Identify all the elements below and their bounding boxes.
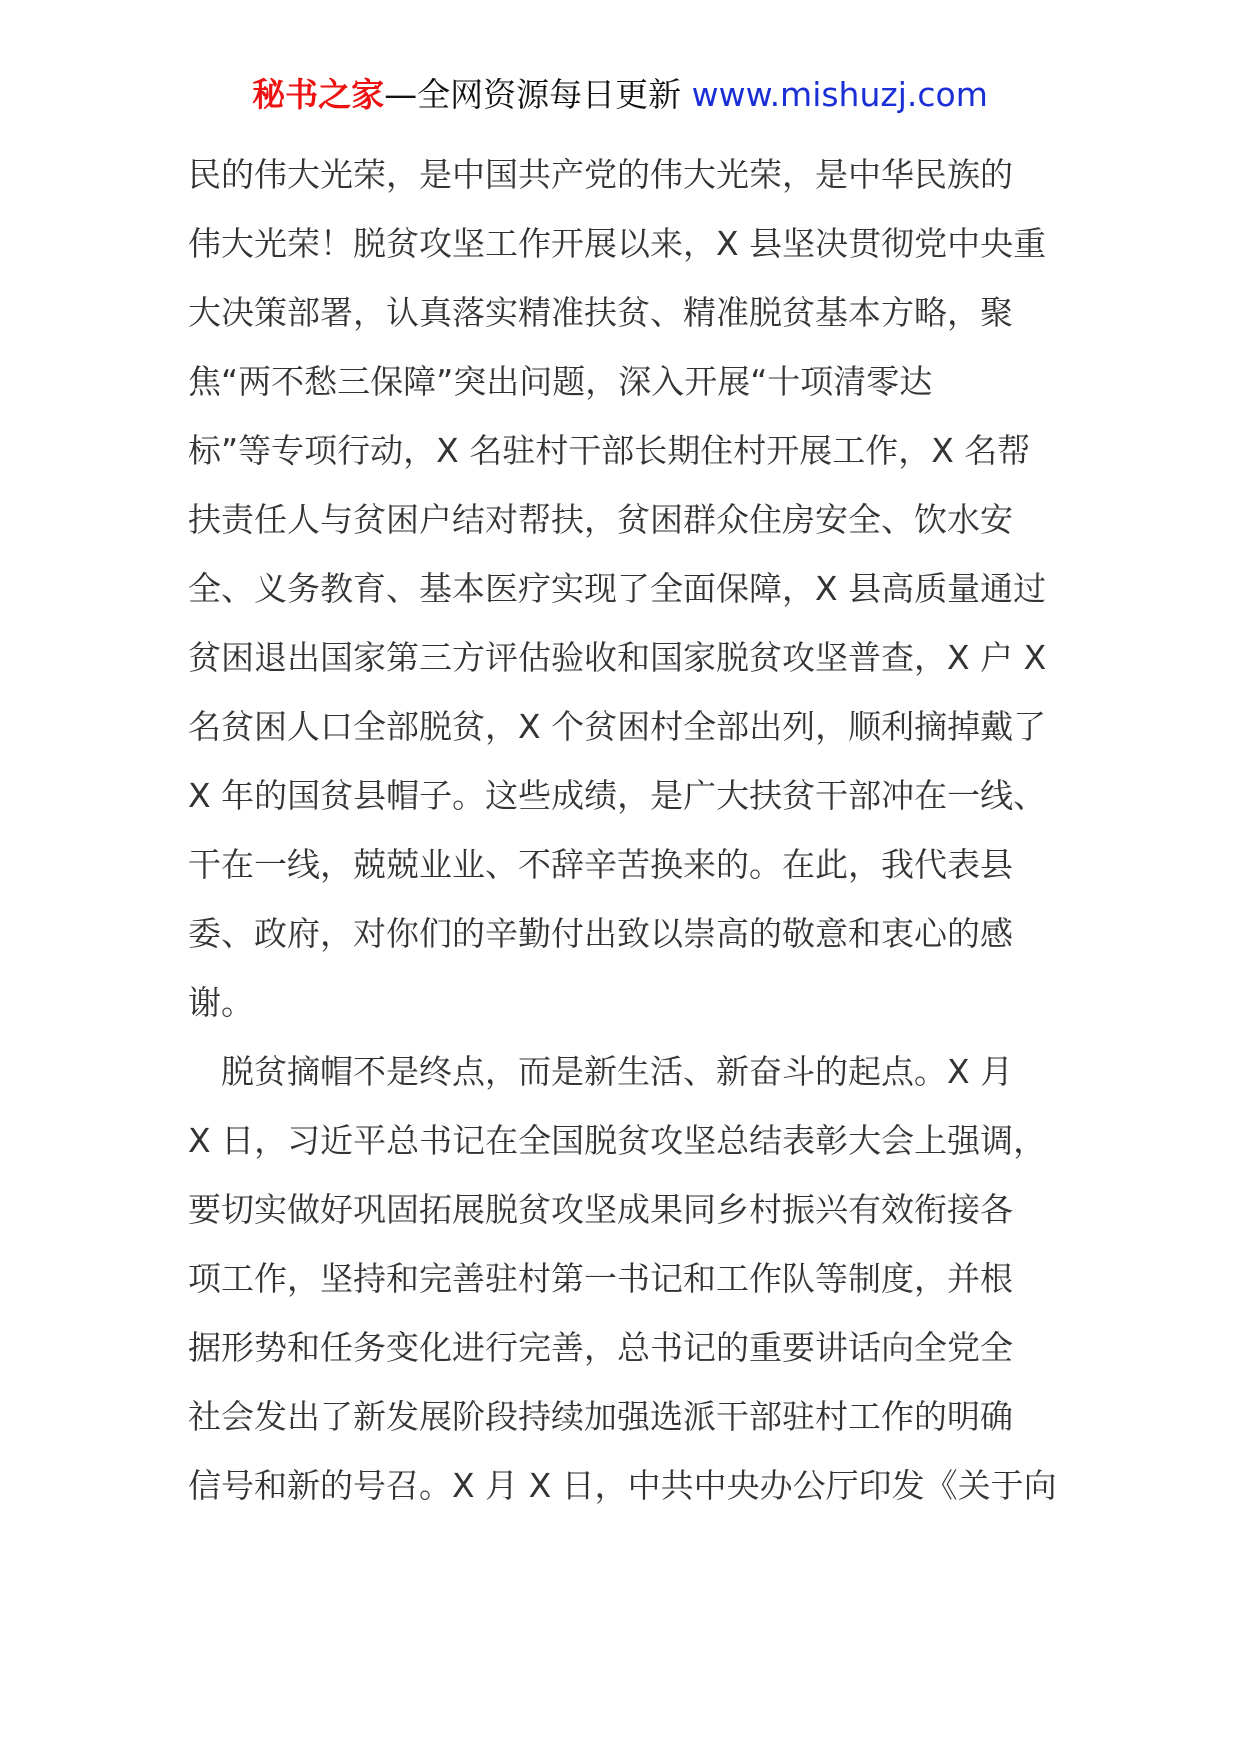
- text-line: 要切实做好巩固拓展脱贫攻坚成果同乡村振兴有效衔接各: [188, 1190, 1013, 1229]
- text-line: 大决策部署，认真落实精准扶贫、精准脱贫基本方略，聚: [188, 293, 1013, 332]
- text-line: 社会发出了新发展阶段持续加强选派干部驻村工作的明确: [188, 1397, 1013, 1436]
- text-line: 焦“两不愁三保障”突出问题，深入开展“十项清零达: [188, 362, 933, 401]
- paragraph-1: [188, 140, 1068, 1037]
- text-line: 全、义务教育、基本医疗实现了全面保障，X 县高质量通过: [188, 569, 1047, 608]
- text-line: 信号和新的号召。X 月 X 日，中共中央办公厅印发《关于向: [188, 1466, 1057, 1505]
- text-line: 民的伟大光荣，是中国共产党的伟大光荣，是中华民族的: [188, 155, 1013, 194]
- document-body: [188, 140, 1068, 1520]
- text-line: 委、政府，对你们的辛勤付出致以崇高的敬意和衷心的感: [188, 914, 1013, 953]
- text-line: 项工作，坚持和完善驻村第一书记和工作队等制度，并根: [188, 1259, 1013, 1298]
- paragraph-2: [188, 1037, 1068, 1520]
- site-name: 秘书之家: [252, 75, 385, 114]
- text-line: X 年的国贫县帽子。这些成绩，是广大扶贫干部冲在一线、: [188, 776, 1047, 815]
- site-url-link[interactable]: www.mishuzj.com: [691, 75, 988, 114]
- site-header: [0, 70, 1240, 120]
- text-line: 标”等专项行动，X 名驻村干部长期住村开展工作，X 名帮: [188, 431, 1031, 470]
- text-line: 伟大光荣！脱贫攻坚工作开展以来，X 县坚决贯彻党中央重: [188, 224, 1047, 263]
- text-line: 扶责任人与贫困户结对帮扶，贫困群众住房安全、饮水安: [188, 500, 1013, 539]
- text-line: 贫困退出国家第三方评估验收和国家脱贫攻坚普查，X 户 X: [188, 638, 1047, 677]
- header-tagline: —全网资源每日更新: [384, 75, 682, 114]
- text-line: 据形势和任务变化进行完善，总书记的重要讲话向全党全: [188, 1328, 1013, 1367]
- text-line: X 日，习近平总书记在全国脱贫攻坚总结表彰大会上强调，: [188, 1121, 1047, 1160]
- text-line: 干在一线，兢兢业业、不辞辛苦换来的。在此，我代表县: [188, 845, 1013, 884]
- text-line: 谢。: [188, 983, 254, 1022]
- text-line: 脱贫摘帽不是终点，而是新生活、新奋斗的起点。X 月: [188, 1052, 1014, 1091]
- text-line: 名贫困人口全部脱贫，X 个贫困村全部出列，顺利摘掉戴了: [188, 707, 1047, 746]
